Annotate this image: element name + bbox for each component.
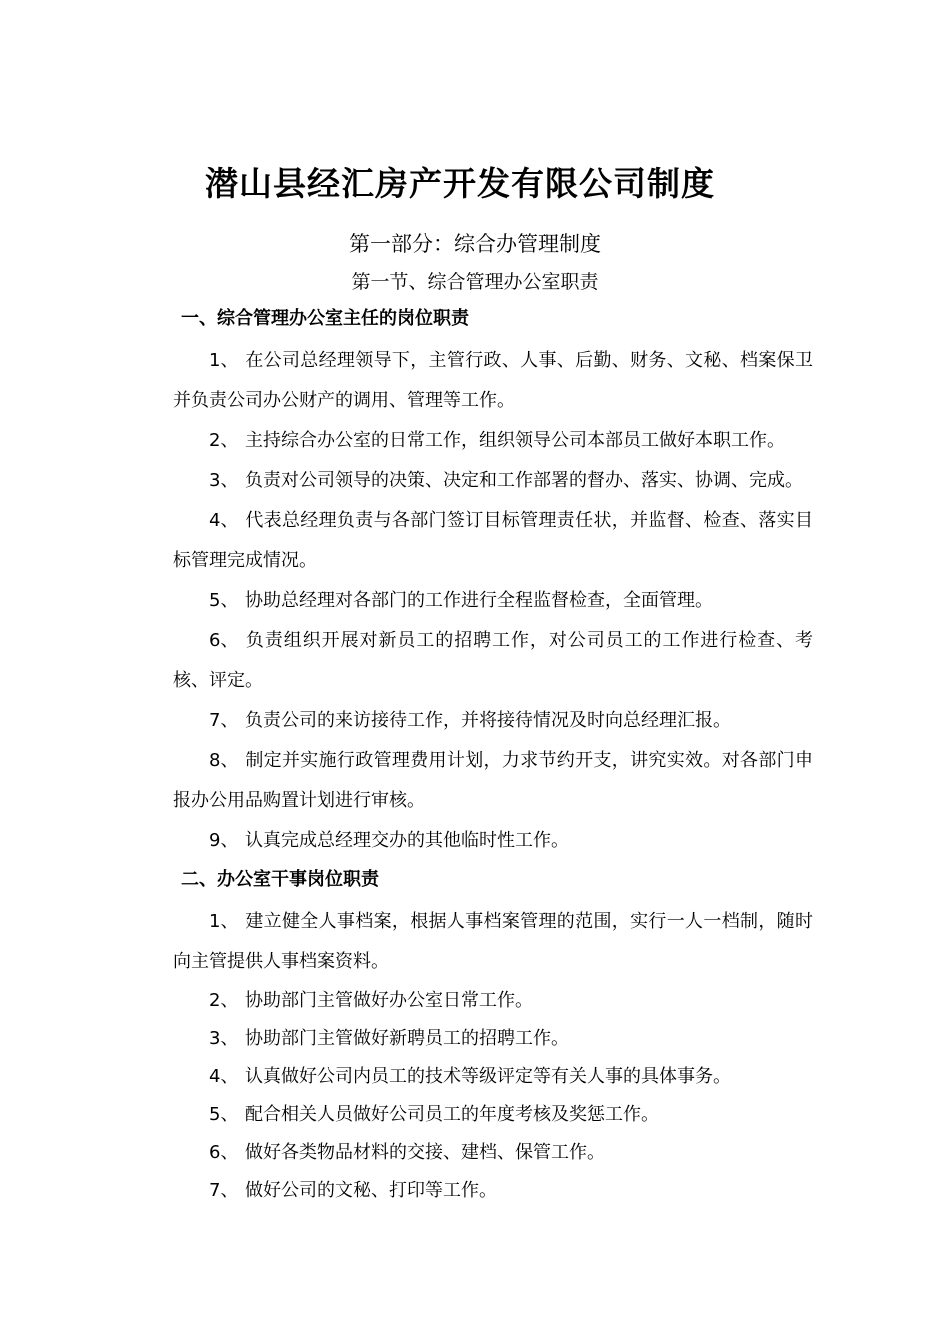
item-text: 协助部门主管做好新聘员工的招聘工作。 <box>245 1028 569 1049</box>
part-title: 第一部分：综合办管理制度 <box>349 232 601 256</box>
list-item <box>173 1058 813 1096</box>
list-item <box>173 621 813 701</box>
section-heading-director: 一、综合管理办公室主任的岗位职责 <box>181 308 469 329</box>
list-item <box>173 902 813 982</box>
list-item <box>173 741 813 821</box>
list-item <box>173 1172 813 1210</box>
list-item <box>173 821 813 861</box>
item-number: 5、 <box>209 590 239 611</box>
list-item <box>173 1096 813 1134</box>
item-number: 6、 <box>209 1142 239 1163</box>
list-item <box>173 581 813 621</box>
item-text: 认真做好公司内员工的技术等级评定等有关人事的具体事务。 <box>245 1066 731 1087</box>
item-number: 2、 <box>209 990 239 1011</box>
item-number: 2、 <box>209 430 239 451</box>
item-number: 7、 <box>209 710 239 731</box>
item-text: 认真完成总经理交办的其他临时性工作。 <box>245 830 569 851</box>
item-text: 代表总经理负责与各部门签订目标管理责任状，并监督、检查、落实目标管理完成情况。 <box>173 510 813 571</box>
item-number: 3、 <box>209 470 239 491</box>
list-item <box>173 701 813 741</box>
item-number: 1、 <box>209 350 239 371</box>
item-number: 1、 <box>209 911 239 932</box>
list-item <box>173 1134 813 1172</box>
item-text: 协助总经理对各部门的工作进行全程监督检查，全面管理。 <box>245 590 713 611</box>
list-item <box>173 982 813 1020</box>
item-text: 制定并实施行政管理费用计划，力求节约开支，讲究实效。对各部门申报办公用品购置计划进行审核。 <box>173 750 813 811</box>
item-number: 4、 <box>209 510 239 531</box>
item-number: 6、 <box>209 630 239 651</box>
list-item <box>173 1020 813 1058</box>
item-text: 负责对公司领导的决策、决定和工作部署的督办、落实、协调、完成。 <box>245 470 803 491</box>
document-title: 潜山县经汇房产开发有限公司制度 <box>205 164 715 203</box>
item-text: 配合相关人员做好公司员工的年度考核及奖惩工作。 <box>245 1104 659 1125</box>
item-number: 7、 <box>209 1180 239 1201</box>
item-number: 9、 <box>209 830 239 851</box>
item-number: 3、 <box>209 1028 239 1049</box>
item-number: 4、 <box>209 1066 239 1087</box>
section-title: 第一节、综合管理办公室职责 <box>351 271 599 293</box>
item-text: 负责公司的来访接待工作，并将接待情况及时向总经理汇报。 <box>245 710 731 731</box>
list-item <box>173 421 813 461</box>
list-item <box>173 341 813 421</box>
list-item <box>173 461 813 501</box>
item-text: 做好各类物品材料的交接、建档、保管工作。 <box>245 1142 605 1163</box>
item-text: 负责组织开展对新员工的招聘工作，对公司员工的工作进行检查、考核、评定。 <box>173 630 813 691</box>
item-number: 5、 <box>209 1104 239 1125</box>
item-number: 8、 <box>209 750 239 771</box>
document-body <box>173 304 813 1210</box>
item-text: 在公司总经理领导下，主管行政、人事、后勤、财务、文秘、档案保卫并负责公司办公财产的调用、管理等工作。 <box>173 350 813 411</box>
item-text: 建立健全人事档案，根据人事档案管理的范围，实行一人一档制，随时向主管提供人事档案资料。 <box>173 911 813 972</box>
item-text: 主持综合办公室的日常工作，组织领导公司本部员工做好本职工作。 <box>245 430 785 451</box>
section-heading-clerk: 二、办公室干事岗位职责 <box>181 869 379 890</box>
item-text: 做好公司的文秘、打印等工作。 <box>245 1180 497 1201</box>
item-text: 协助部门主管做好办公室日常工作。 <box>245 990 533 1011</box>
list-item <box>173 501 813 581</box>
